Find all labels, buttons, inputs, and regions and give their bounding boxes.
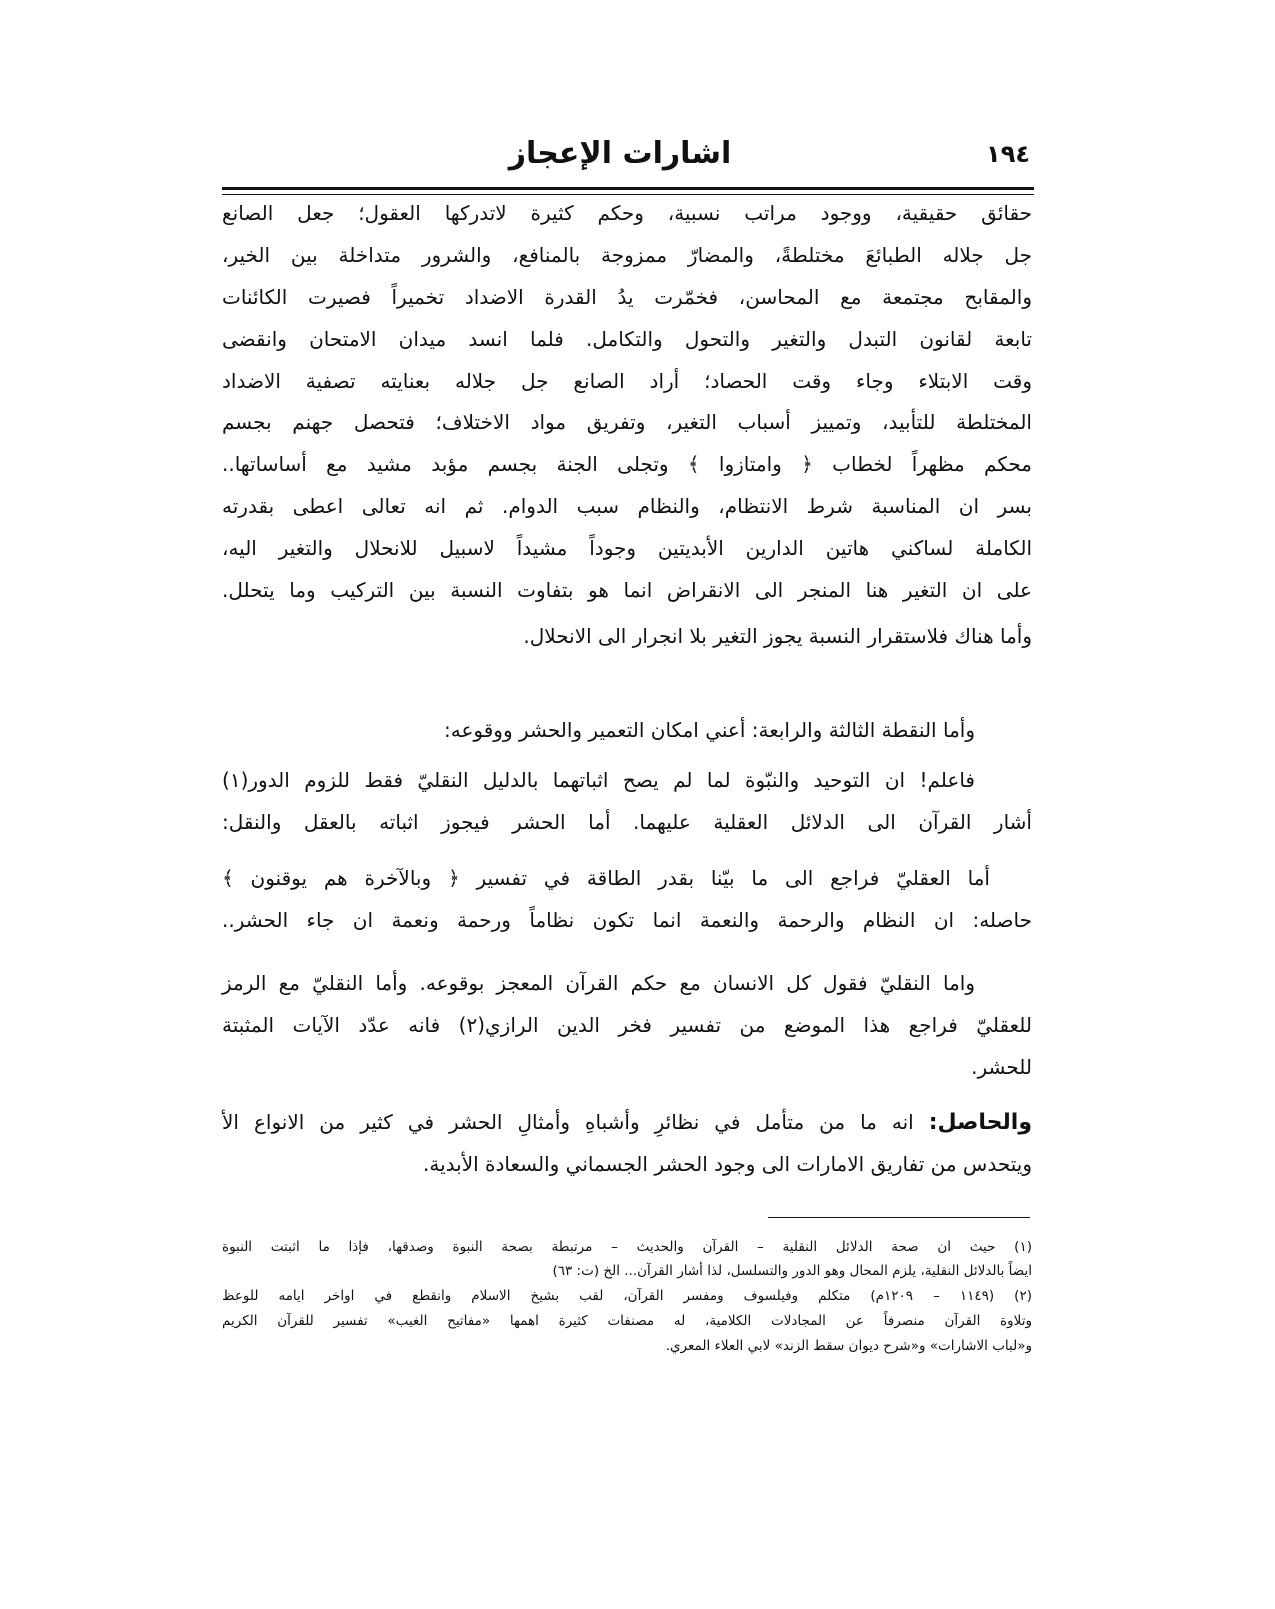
text-line: والمقابح مجتمعة مع المحاسن، فخمّرت يدُ القدرة الاضداد تخميراً فصيرت الكائنات [222,285,1032,309]
text-line: واما النقليّ فقول كل الانسان مع حكم القرآن المعجز بوقوعه. وأما النقليّ مع الرمز [222,971,975,995]
running-header-title: اشارات الإعجاز [508,136,732,171]
footnote-separator [768,1217,1030,1218]
text-line: على ان التغير هنا المنجر الى الانقراض انما هو بتفاوت النسبة بين التركيب وما يتحلل. [222,578,1032,602]
footnote-line: (١) حيث ان صحة الدلائل النقلية – القرآن والحديث – مرتبطة بصحة النبوة وصدقها، فإذا ما اثبتت النبوة [222,1239,1032,1255]
text-line: بسر ان المناسبة شرط الانتظام، والنظام سبب الدوام. ثم انه تعالى اعطى بقدرته [222,494,1032,518]
text-line: وأما النقطة الثالثة والرابعة: أعني امكان التعمير والحشر ووقوعه: [444,718,975,742]
page-number: ١٩٤ [986,140,1030,168]
text-line: المختلطة للتأبيد، وتمييز أسباب التغير، وتفريق مواد الاختلاف؛ فتحصل جهنم بجسم [222,410,1032,434]
text-line: وقت الابتلاء وجاء وقت الحصاد؛ أراد الصانع جل جلاله بعنايته تصفية الاضداد [222,369,1032,393]
text-run: انه ما من متأمل في نظائرِ وأشباهِ وأمثالِ الحشر في كثير من الانواع الأ [222,1110,929,1134]
text-line: جل جلاله الطبائعَ مختلطةً، والمضارّ ممزوجة بالمنافع، والشرور متداخلة بين الخير، [222,243,1032,267]
text-line: حقائق حقيقية، ووجود مراتب نسبية، وحكم كثيرة لاتدركها العقول؛ جعل الصانع [222,201,1032,225]
text-line: أشار القرآن الى الدلائل العقلية عليهما. أما الحشر فيجوز اثباته بالعقل والنقل: [222,810,1032,834]
text-line: فاعلم! ان التوحيد والنبّوة لما لم يصح اثباتهما بالدليل النقليّ فقط للزوم الدور(١) [222,768,975,792]
text-line [222,1104,1032,1140]
text-line: محكم مظهراً لخطاب ﴿ وامتازوا ﴾ وتجلى الجنة بجسم مؤبد مشيد مع أساساتها.. [222,452,1032,476]
text-line: تابعة لقانون التبدل والتغير والتحول والتكامل. فلما انسد ميدان الامتحان وانقضى [222,327,1032,351]
text-line: الكاملة لساكني هاتين الدارين الأبديتين وجوداً مشيداً لاسبيل للانحلال والتغير اليه، [222,536,1032,560]
text-line: ويتحدس من تفاريق الامارات الى وجود الحشر الجسماني والسعادة الأبدية. [423,1152,1032,1176]
text-line: حاصله: ان النظام والرحمة والنعمة انما تكون نظاماً ورحمة ونعمة ان جاء الحشر.. [222,908,1032,932]
footnote-line: وتلاوة القرآن منصرفاً عن المجادلات الكلامية، له مصنفات كثيرة اهمها «مفاتيح الغيب» تفسير للقرآن الكريم [222,1313,1032,1329]
footnote-line: (٢) (١١٤٩ – ١٢٠٩م) متكلم وفيلسوف ومفسر القرآن، لقب بشيخ الاسلام وانقطع في اواخر ايامه للوعظ [222,1288,1032,1304]
text-line: وأما هناك فلاستقرار النسبة يجوز التغير بلا انجرار الى الانحلال. [523,624,1032,648]
bold-lead-word: والحاصل: [928,1110,1032,1135]
text-line: للحشر. [971,1055,1032,1079]
footnote-line: و«لباب الاشارات» و«شرح ديوان سقط الزند» لابي العلاء المعري. [665,1338,1032,1354]
text-line: للعقليّ فراجع هذا الموضع من تفسير فخر الدين الرازي(٢) فانه عدّد الآيات المثبتة [222,1013,1032,1037]
text-line: أما العقليّ فراجع الى ما بيّنا بقدر الطاقة في تفسير ﴿ وبالآخرة هم يوقنون ﴾ [222,866,990,890]
header-rule-thick [222,187,1034,190]
footnote-line: ايضاً بالدلائل النقلية، يلزم المحال وهو الدور والتسلسل، لذا أشار القرآن... الخ (ت: ٦٣) [552,1263,1032,1279]
